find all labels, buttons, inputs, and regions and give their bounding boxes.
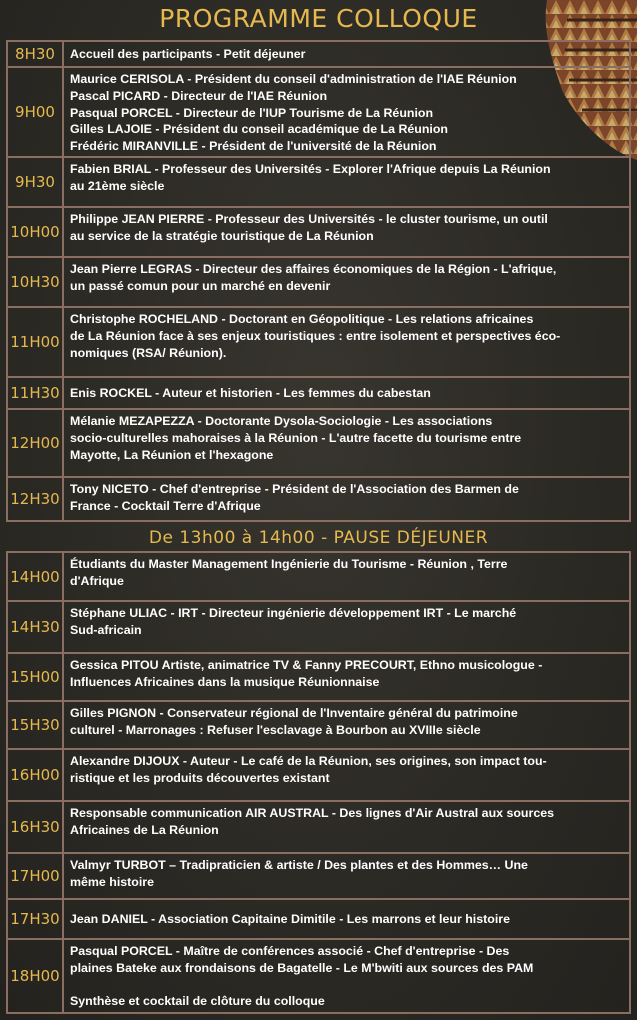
time-slot: 11H30 xyxy=(8,378,64,408)
session-description: Jean Pierre LEGRAS - Directeur des affaires économiques de la Région - L'afrique, un passé comun pour un marché en devenir xyxy=(70,262,557,293)
schedule-row xyxy=(8,852,629,898)
time-slot: 9H00 xyxy=(8,68,64,156)
time-slot: 15H00 xyxy=(8,654,64,700)
schedule-row xyxy=(8,42,629,66)
schedule-row xyxy=(8,306,629,376)
session-description: Pasqual PORCEL - Maître de conférences associé - Chef d'entreprise - Des plaines Bateke aux frondaisons de Bagatelle - Le M'bwiti aux sources des PAM Synthèse et cocktail de clôture du colloque xyxy=(70,944,534,1009)
morning-schedule xyxy=(6,40,631,522)
session-description: Étudiants du Master Management Ingénierie du Tourisme - Réunion , Terre d'Afrique xyxy=(70,557,508,588)
pause-title: De 13h00 à 14h00 - PAUSE DÉJEUNER xyxy=(148,528,489,548)
session-description: Jean DANIEL - Association Capitaine Dimitile - Les marrons et leur histoire xyxy=(70,911,510,926)
session-description: Enis ROCKEL - Auteur et historien - Les femmes du cabestan xyxy=(70,385,431,400)
session-description: Responsable communication AIR AUSTRAL - Des lignes d'Air Austral aux sources Africaines de La Réunion xyxy=(70,806,554,837)
afternoon-schedule xyxy=(6,551,631,1014)
session-description: Gilles PIGNON - Conservateur régional de l'Inventaire général du patrimoine culturel - Marronages : Refuser l'esclavage à Bourbon au XVIIIe siècle xyxy=(70,706,518,737)
schedule-row xyxy=(8,408,629,476)
time-slot: 10H00 xyxy=(8,208,64,256)
time-slot: 14H00 xyxy=(8,553,64,600)
time-slot: 12H30 xyxy=(8,478,64,520)
session-description: Maurice CERISOLA - Président du conseil d'administration de l'IAE Réunion Pascal PICARD - Directeur de l'IAE Réunion Pasqual PORCEL - Directeur de l'IUP Tourisme de La Réunion Gilles LAJOIE - Président du conseil académique de La Réunion Frédéric MIRANVILLE - Président de l'université de la Réunion xyxy=(70,72,517,154)
time-slot: 18H00 xyxy=(8,940,64,1012)
session-description: Accueil des participants - Petit déjeuner xyxy=(70,46,306,61)
schedule-row xyxy=(8,156,629,206)
session-description: Philippe JEAN PIERRE - Professeur des Universités - le cluster tourisme, un outil au service de la stratégie touristique de La Réunion xyxy=(70,212,548,243)
schedule-row xyxy=(8,600,629,652)
session-description: Christophe ROCHELAND - Doctorant en Géopolitique - Les relations africaines de La Réunion face à ses enjeux touristiques : entre isolement et perspectives éco- nomiques (RSA/ Réunion). xyxy=(70,312,561,360)
schedule-row xyxy=(8,66,629,156)
session-description: Valmyr TURBOT – Tradipraticien & artiste / Des plantes et des Hommes… Une même histoire xyxy=(70,858,528,889)
schedule-row xyxy=(8,700,629,748)
session-description: Alexandre DIJOUX - Auteur - Le café de la Réunion, ses origines, son impact tou- ristique et les produits découvertes existant xyxy=(70,754,547,785)
time-slot: 12H00 xyxy=(8,410,64,476)
schedule-row xyxy=(8,376,629,408)
time-slot: 8H30 xyxy=(8,42,64,66)
time-slot: 16H00 xyxy=(8,750,64,800)
schedule-row xyxy=(8,800,629,852)
time-slot: 10H30 xyxy=(8,258,64,306)
session-description: Gessica PITOU Artiste, animatrice TV & Fanny PRECOURT, Ethno musicologue - Influences Africaines dans la musique Réunionnaise xyxy=(70,658,543,689)
session-description: Fabien BRIAL - Professeur des Universités - Explorer l'Afrique depuis La Réunion au 21ème siècle xyxy=(70,162,551,193)
schedule-row xyxy=(8,553,629,600)
page-title: PROGRAMME COLLOQUE xyxy=(159,4,478,33)
session-description: Mélanie MEZAPEZZA - Doctorante Dysola-Sociologie - Les associations socio-culturelles mahoraises à la Réunion - L'autre facette du tourisme entre Mayotte, La Réunion et l'hexagone xyxy=(70,414,522,462)
time-slot: 16H30 xyxy=(8,802,64,852)
session-description: Tony NICETO - Chef d'entreprise - Président de l'Association des Barmen de France - Cocktail Terre d'Afrique xyxy=(70,482,519,513)
schedule-row xyxy=(8,256,629,306)
schedule-row xyxy=(8,898,629,938)
time-slot: 9H30 xyxy=(8,158,64,206)
schedule-row xyxy=(8,938,629,1012)
schedule-row xyxy=(8,652,629,700)
session-description: Stéphane ULIAC - IRT - Directeur ingénierie développement IRT - Le marché Sud-africain xyxy=(70,606,517,637)
time-slot: 15H30 xyxy=(8,702,64,748)
schedule-row xyxy=(8,748,629,800)
time-slot: 17H00 xyxy=(8,854,64,898)
time-slot: 14H30 xyxy=(8,602,64,652)
time-slot: 17H30 xyxy=(8,900,64,938)
schedule-row xyxy=(8,206,629,256)
time-slot: 11H00 xyxy=(8,308,64,376)
schedule-row xyxy=(8,476,629,520)
